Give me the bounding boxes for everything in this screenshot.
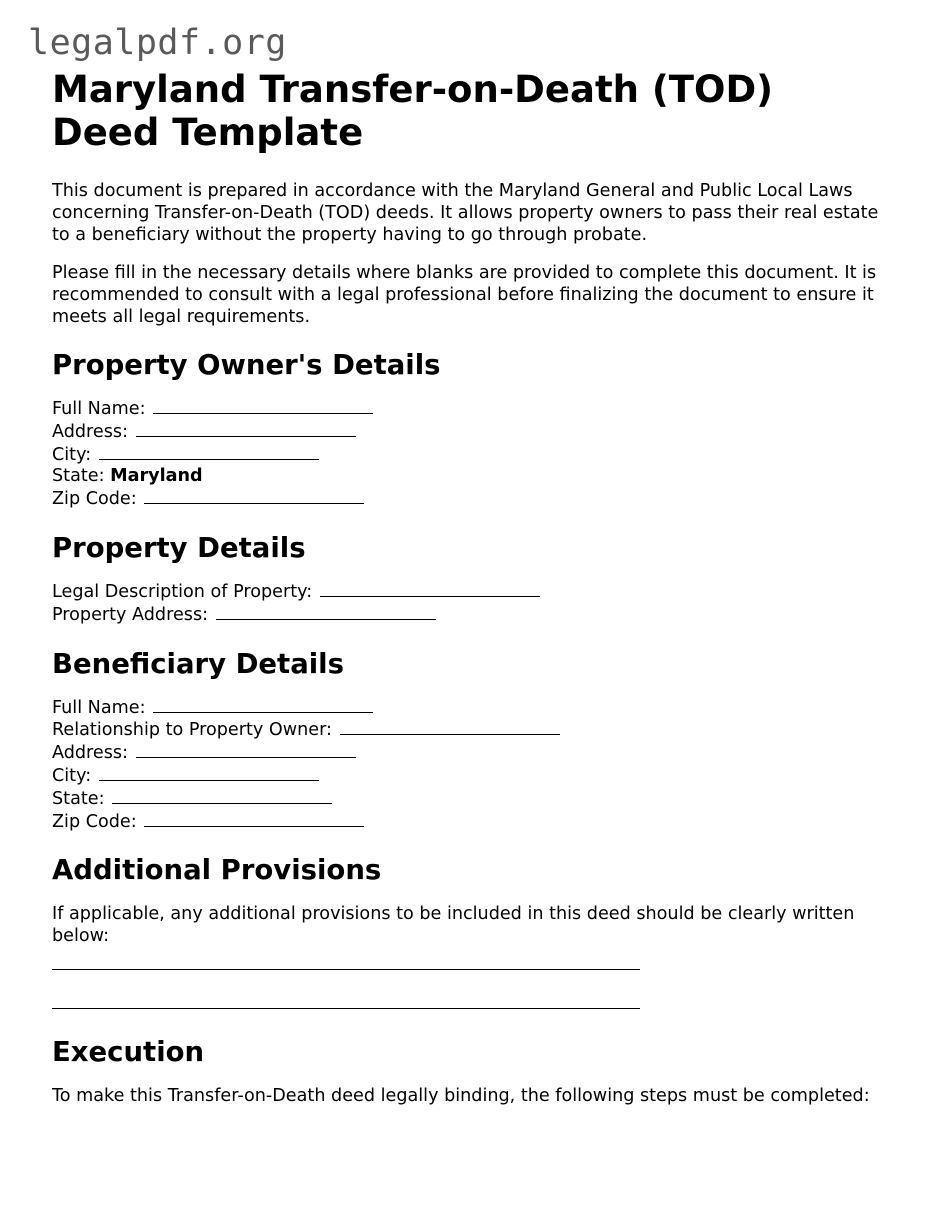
owner-fields bbox=[52, 398, 892, 511]
blank-line[interactable] bbox=[144, 811, 364, 827]
field-label: Property Address: bbox=[52, 604, 209, 625]
state-value: Maryland bbox=[110, 466, 203, 487]
owner-zip-field[interactable] bbox=[52, 488, 892, 511]
field-label: Address: bbox=[52, 743, 128, 764]
field-label: Legal Description of Property: bbox=[52, 581, 313, 602]
blank-line[interactable] bbox=[153, 697, 373, 713]
beneficiary-section-heading: Beneficiary Details bbox=[52, 647, 344, 680]
field-label: Zip Code: bbox=[52, 489, 137, 510]
provisions-lines bbox=[52, 969, 892, 1009]
field-label: State: bbox=[52, 788, 105, 809]
blank-line[interactable] bbox=[136, 421, 356, 437]
blank-line[interactable] bbox=[216, 604, 436, 620]
field-label: Relationship to Property Owner: bbox=[52, 720, 332, 741]
property-fields bbox=[52, 581, 892, 627]
document-title: Maryland Transfer-on-Death (TOD) Deed Template bbox=[52, 68, 774, 154]
provisions-section-heading: Additional Provisions bbox=[52, 854, 382, 887]
owner-section-heading: Property Owner's Details bbox=[52, 349, 441, 381]
property-section-heading: Property Details bbox=[52, 531, 306, 564]
provision-line-2[interactable] bbox=[52, 1008, 640, 1009]
blank-line[interactable] bbox=[99, 765, 319, 781]
field-label: City: bbox=[52, 765, 92, 786]
beneficiary-zip-field[interactable] bbox=[52, 811, 892, 834]
property-address-field[interactable] bbox=[52, 604, 892, 627]
blank-line[interactable] bbox=[136, 742, 356, 758]
owner-state-field bbox=[52, 466, 892, 488]
owner-full-name-field[interactable] bbox=[52, 398, 892, 421]
field-label: Zip Code: bbox=[52, 811, 137, 832]
beneficiary-state-field[interactable] bbox=[52, 788, 892, 811]
blank-line[interactable] bbox=[153, 398, 373, 414]
blank-line[interactable] bbox=[144, 488, 364, 504]
intro-paragraph-2: Please fill in the necessary details where blanks are provided to complete this document. It is recommended to consult with a legal professional before finalizing the document to ensure it meets all legal requirements. bbox=[52, 263, 877, 327]
beneficiary-full-name-field[interactable] bbox=[52, 697, 892, 720]
beneficiary-address-field[interactable] bbox=[52, 742, 892, 765]
intro-paragraph-1: This document is prepared in accordance with the Maryland General and Public Local Laws concerning Transfer-on-Death (TOD) deeds. It allows property owners to pass their real estate to a beneficiary without the property having to go through probate. bbox=[52, 181, 879, 245]
provisions-text: If applicable, any additional provisions to be included in this deed should be clearly written below: bbox=[52, 904, 855, 947]
beneficiary-city-field[interactable] bbox=[52, 765, 892, 788]
field-label: City: bbox=[52, 444, 92, 465]
legal-description-field[interactable] bbox=[52, 581, 892, 604]
field-label: Address: bbox=[52, 421, 128, 442]
beneficiary-relationship-field[interactable] bbox=[52, 719, 892, 742]
provision-line-1[interactable] bbox=[52, 969, 640, 970]
field-label: Full Name: bbox=[52, 697, 146, 718]
owner-city-field[interactable] bbox=[52, 444, 892, 467]
execution-text: To make this Transfer-on-Death deed legally binding, the following steps must be completed: bbox=[52, 1086, 870, 1107]
owner-address-field[interactable] bbox=[52, 421, 892, 444]
document-page bbox=[52, 68, 892, 1123]
blank-line[interactable] bbox=[99, 444, 319, 460]
blank-line[interactable] bbox=[340, 719, 560, 735]
beneficiary-fields bbox=[52, 697, 892, 834]
blank-line[interactable] bbox=[320, 581, 540, 597]
field-label: State: bbox=[52, 466, 105, 487]
blank-line[interactable] bbox=[112, 788, 332, 804]
execution-section-heading: Execution bbox=[52, 1036, 205, 1069]
watermark-logo: legalpdf.org bbox=[28, 23, 287, 63]
field-label: Full Name: bbox=[52, 399, 146, 419]
